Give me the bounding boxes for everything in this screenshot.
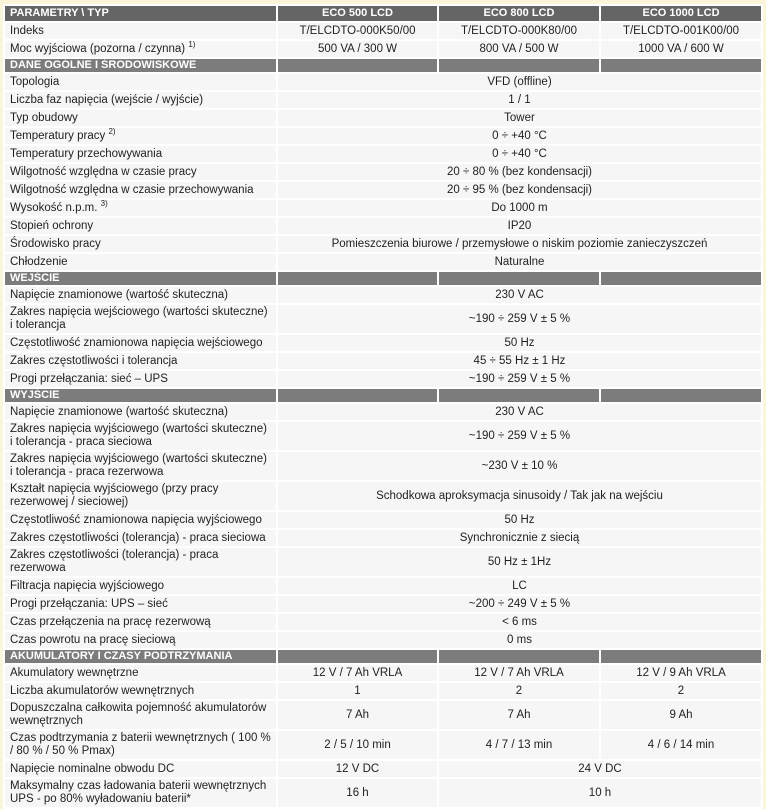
param-value: ~190 ÷ 259 V ± 5 % bbox=[277, 370, 762, 388]
param-label bbox=[4, 352, 277, 370]
spec-row bbox=[4, 304, 762, 334]
param-label-text: Typ obudowy bbox=[10, 111, 78, 124]
section-bar-segment bbox=[438, 649, 600, 664]
param-label bbox=[4, 730, 277, 760]
param-value: 230 V AC bbox=[277, 286, 762, 304]
param-value: 7 Ah bbox=[277, 700, 438, 730]
section-row bbox=[4, 649, 762, 664]
param-label bbox=[4, 40, 277, 58]
spec-row bbox=[4, 664, 762, 682]
param-value: 4 / 6 / 14 min bbox=[600, 730, 762, 760]
param-label-text: Zakres częstotliwości i tolerancja bbox=[10, 354, 178, 367]
spec-row bbox=[4, 595, 762, 613]
spec-row bbox=[4, 22, 762, 40]
param-value: 20 ÷ 95 % (bez kondensacji) bbox=[277, 181, 762, 199]
param-value: 2 bbox=[600, 682, 762, 700]
spec-row bbox=[4, 547, 762, 577]
spec-row bbox=[4, 511, 762, 529]
param-label-text: Stopień ochrony bbox=[10, 219, 94, 232]
param-label-text: Maksymalny czas ładowania baterii wewnętrznych UPS - po 80% wyładowaniu baterii* bbox=[10, 780, 267, 805]
param-value: ~200 ÷ 249 V ± 5 % bbox=[277, 595, 762, 613]
param-value: 500 VA / 300 W bbox=[277, 40, 438, 58]
param-label bbox=[4, 181, 277, 199]
param-value: 12 V / 9 Ah VRLA bbox=[600, 664, 762, 682]
param-value: 0 ÷ +40 °C bbox=[277, 145, 762, 163]
param-label bbox=[4, 109, 277, 127]
param-label bbox=[4, 421, 277, 451]
param-value: 0 ÷ +40 °C bbox=[277, 127, 762, 145]
param-value: 1000 VA / 600 W bbox=[600, 40, 762, 58]
param-label bbox=[4, 700, 277, 730]
param-label-text: Czas przełączenia na pracę rezerwową bbox=[10, 615, 211, 628]
param-label bbox=[4, 778, 277, 808]
section-row bbox=[4, 271, 762, 286]
param-label bbox=[4, 370, 277, 388]
product-column-header: ECO 1000 LCD bbox=[600, 5, 762, 22]
product-column-header: ECO 800 LCD bbox=[438, 5, 600, 22]
param-label-text: Progi przełączania: sieć – UPS bbox=[10, 372, 168, 385]
section-row bbox=[4, 58, 762, 73]
param-label-text: Zakres częstotliwości (tolerancja) - praca rezerwowa bbox=[10, 549, 219, 574]
spec-row bbox=[4, 163, 762, 181]
param-label-text: Moc wyjściowa (pozorna / czynna) bbox=[10, 42, 186, 55]
spec-row bbox=[4, 73, 762, 91]
param-value: VFD (offline) bbox=[277, 73, 762, 91]
spec-row bbox=[4, 700, 762, 730]
param-value: 7 Ah bbox=[438, 700, 600, 730]
param-value: 1 / 1 bbox=[277, 91, 762, 109]
section-title: WEJŚCIE bbox=[4, 271, 277, 286]
spec-row bbox=[4, 253, 762, 271]
spec-row bbox=[4, 145, 762, 163]
spec-row bbox=[4, 217, 762, 235]
param-label-text: Napięcie znamionowe (wartość skuteczna) bbox=[10, 405, 228, 418]
param-value: Naturalne bbox=[277, 253, 762, 271]
section-bar-segment bbox=[277, 649, 438, 664]
param-value: Do 1000 m bbox=[277, 199, 762, 217]
param-value: Tower bbox=[277, 109, 762, 127]
param-label-text: Temperatury pracy bbox=[10, 129, 106, 142]
param-label-text: Środowisko pracy bbox=[10, 237, 101, 250]
param-label-text: Wilgotność względna w czasie przechowywania bbox=[10, 183, 254, 196]
param-label-text: Zakres napięcia wejściowego (wartości skuteczne) i tolerancja bbox=[10, 306, 268, 331]
product-column-header: ECO 500 LCD bbox=[277, 5, 438, 22]
param-label-text: Chłodzenie bbox=[10, 255, 68, 268]
param-value: 45 ÷ 55 Hz ± 1 Hz bbox=[277, 352, 762, 370]
section-bar-segment bbox=[438, 388, 600, 403]
param-value: ~230 V ± 10 % bbox=[277, 451, 762, 481]
param-label bbox=[4, 595, 277, 613]
param-value: 16 h bbox=[277, 778, 438, 808]
param-value: Pomieszczenia biurowe / przemysłowe o niskim poziomie zanieczyszczeń bbox=[277, 235, 762, 253]
param-label bbox=[4, 253, 277, 271]
spec-row bbox=[4, 235, 762, 253]
param-label bbox=[4, 91, 277, 109]
param-label bbox=[4, 334, 277, 352]
param-label-text: Filtracja napięcia wyjściowego bbox=[10, 579, 165, 592]
param-label-text: Zakres częstotliwości (tolerancja) - praca sieciowa bbox=[10, 531, 266, 544]
section-bar-segment bbox=[600, 271, 762, 286]
section-title: AKUMULATORY I CZASY PODTRZYMANIA bbox=[4, 649, 277, 664]
param-value: Schodkowa aproksymacja sinusoidy / Tak jak na wejściu bbox=[277, 481, 762, 511]
param-label-text: Zakres napięcia wyjściowego (wartości skuteczne) i tolerancja - praca sieciowa bbox=[10, 423, 267, 448]
spec-row bbox=[4, 109, 762, 127]
section-title: WYJŚCIE bbox=[4, 388, 277, 403]
footnote-marker: 2) bbox=[108, 127, 116, 136]
param-label-text: Wysokość n.p.m. bbox=[10, 201, 98, 214]
param-label-text: Liczba akumulatorów wewnętrznych bbox=[10, 684, 195, 697]
param-value: 10 h bbox=[438, 778, 762, 808]
section-bar-segment bbox=[277, 58, 438, 73]
param-label bbox=[4, 760, 277, 778]
param-label bbox=[4, 613, 277, 631]
spec-row bbox=[4, 778, 762, 808]
param-label bbox=[4, 403, 277, 421]
param-value: 12 V / 7 Ah VRLA bbox=[277, 664, 438, 682]
param-label-text: Temperatury przechowywania bbox=[10, 147, 163, 160]
param-value: 50 Hz bbox=[277, 334, 762, 352]
spec-row bbox=[4, 760, 762, 778]
section-bar-segment bbox=[438, 58, 600, 73]
param-label-text: Zakres napięcia wyjściowego (wartości skuteczne) i tolerancja - praca rezerwowa bbox=[10, 453, 267, 478]
param-label bbox=[4, 547, 277, 577]
param-value: 50 Hz ± 1Hz bbox=[277, 547, 762, 577]
param-label-text: Napięcie znamionowe (wartość skuteczna) bbox=[10, 288, 228, 301]
param-label bbox=[4, 286, 277, 304]
param-label bbox=[4, 163, 277, 181]
param-value: IP20 bbox=[277, 217, 762, 235]
param-label-text: Indeks bbox=[10, 24, 44, 37]
param-label-text: Czas podtrzymania z baterii wewnętrznych ( 100 % / 80 % / 50 % Pmax) bbox=[10, 732, 271, 757]
param-label bbox=[4, 127, 277, 145]
param-label bbox=[4, 577, 277, 595]
section-bar-segment bbox=[600, 58, 762, 73]
spec-row bbox=[4, 352, 762, 370]
param-value: < 6 ms bbox=[277, 613, 762, 631]
param-value: ~190 ÷ 259 V ± 5 % bbox=[277, 421, 762, 451]
footnote-marker: 3) bbox=[100, 199, 108, 208]
param-value: T/ELCDTO-001K00/00 bbox=[600, 22, 762, 40]
corner-header: PARAMETRY \ TYP bbox=[4, 5, 277, 22]
param-label-text: Progi przełączania: UPS – sieć bbox=[10, 597, 168, 610]
param-value: Synchronicznie z siecią bbox=[277, 529, 762, 547]
section-bar-segment bbox=[600, 388, 762, 403]
param-label bbox=[4, 511, 277, 529]
spec-row bbox=[4, 181, 762, 199]
param-value: 2 / 5 / 10 min bbox=[277, 730, 438, 760]
section-title: DANE OGÓLNE I ŚRODOWISKOWE bbox=[4, 58, 277, 73]
spec-row bbox=[4, 40, 762, 58]
param-label-text: Topologia bbox=[10, 75, 60, 88]
param-label bbox=[4, 73, 277, 91]
param-label bbox=[4, 235, 277, 253]
param-label-text: Wilgotność względna w czasie pracy bbox=[10, 165, 197, 178]
spec-table-body bbox=[4, 5, 762, 808]
spec-row bbox=[4, 481, 762, 511]
param-label bbox=[4, 529, 277, 547]
spec-row bbox=[4, 682, 762, 700]
param-label bbox=[4, 664, 277, 682]
param-label-text: Napięcie nominalne obwodu DC bbox=[10, 762, 175, 775]
spec-row bbox=[4, 334, 762, 352]
param-value: 24 V DC bbox=[438, 760, 762, 778]
param-label bbox=[4, 682, 277, 700]
param-value: T/ELCDTO-000K80/00 bbox=[438, 22, 600, 40]
param-label bbox=[4, 217, 277, 235]
param-value: 12 V DC bbox=[277, 760, 438, 778]
param-label-text: Dopuszczalna całkowita pojemność akumulatorów wewnętrznych bbox=[10, 702, 267, 727]
ups-spec-table bbox=[3, 4, 763, 809]
spec-row bbox=[4, 421, 762, 451]
spec-row bbox=[4, 577, 762, 595]
param-value: LC bbox=[277, 577, 762, 595]
param-value: ~190 ÷ 259 V ± 5 % bbox=[277, 304, 762, 334]
param-value: 0 ms bbox=[277, 631, 762, 649]
param-value: 9 Ah bbox=[600, 700, 762, 730]
spec-row bbox=[4, 631, 762, 649]
spec-row bbox=[4, 370, 762, 388]
param-label-text: Kształt napięcia wyjściowego (przy pracy rezerwowej / sieciowej) bbox=[10, 483, 219, 508]
spec-row bbox=[4, 613, 762, 631]
param-value: 800 VA / 500 W bbox=[438, 40, 600, 58]
param-value: 12 V / 7 Ah VRLA bbox=[438, 664, 600, 682]
param-label-text: Liczba faz napięcia (wejście / wyjście) bbox=[10, 93, 204, 106]
param-label-text: Częstotliwość znamionowa napięcia wejściowego bbox=[10, 336, 263, 349]
spec-row bbox=[4, 286, 762, 304]
param-label bbox=[4, 22, 277, 40]
spec-row bbox=[4, 529, 762, 547]
spec-row bbox=[4, 730, 762, 760]
section-row bbox=[4, 388, 762, 403]
param-label-text: Częstotliwość znamionowa napięcia wyjściowego bbox=[10, 513, 262, 526]
section-bar-segment bbox=[277, 271, 438, 286]
footnote-marker: 1) bbox=[188, 40, 196, 49]
param-value: 20 ÷ 80 % (bez kondensacji) bbox=[277, 163, 762, 181]
param-label bbox=[4, 631, 277, 649]
param-label-text: Czas powrotu na pracę sieciową bbox=[10, 633, 176, 646]
param-value: 1 bbox=[277, 682, 438, 700]
spec-row bbox=[4, 451, 762, 481]
param-label bbox=[4, 304, 277, 334]
section-bar-segment bbox=[277, 388, 438, 403]
param-value: 4 / 7 / 13 min bbox=[438, 730, 600, 760]
param-label bbox=[4, 199, 277, 217]
spec-row bbox=[4, 403, 762, 421]
param-label bbox=[4, 481, 277, 511]
param-label bbox=[4, 451, 277, 481]
param-value: 50 Hz bbox=[277, 511, 762, 529]
param-value: 2 bbox=[438, 682, 600, 700]
param-label-text: Akumulatory wewnętrzne bbox=[10, 666, 139, 679]
spec-row bbox=[4, 127, 762, 145]
param-value: 230 V AC bbox=[277, 403, 762, 421]
section-bar-segment bbox=[438, 271, 600, 286]
spec-row bbox=[4, 91, 762, 109]
param-label bbox=[4, 145, 277, 163]
spec-row bbox=[4, 199, 762, 217]
table-header-row bbox=[4, 5, 762, 22]
param-value: T/ELCDTO-000K50/00 bbox=[277, 22, 438, 40]
section-bar-segment bbox=[600, 649, 762, 664]
